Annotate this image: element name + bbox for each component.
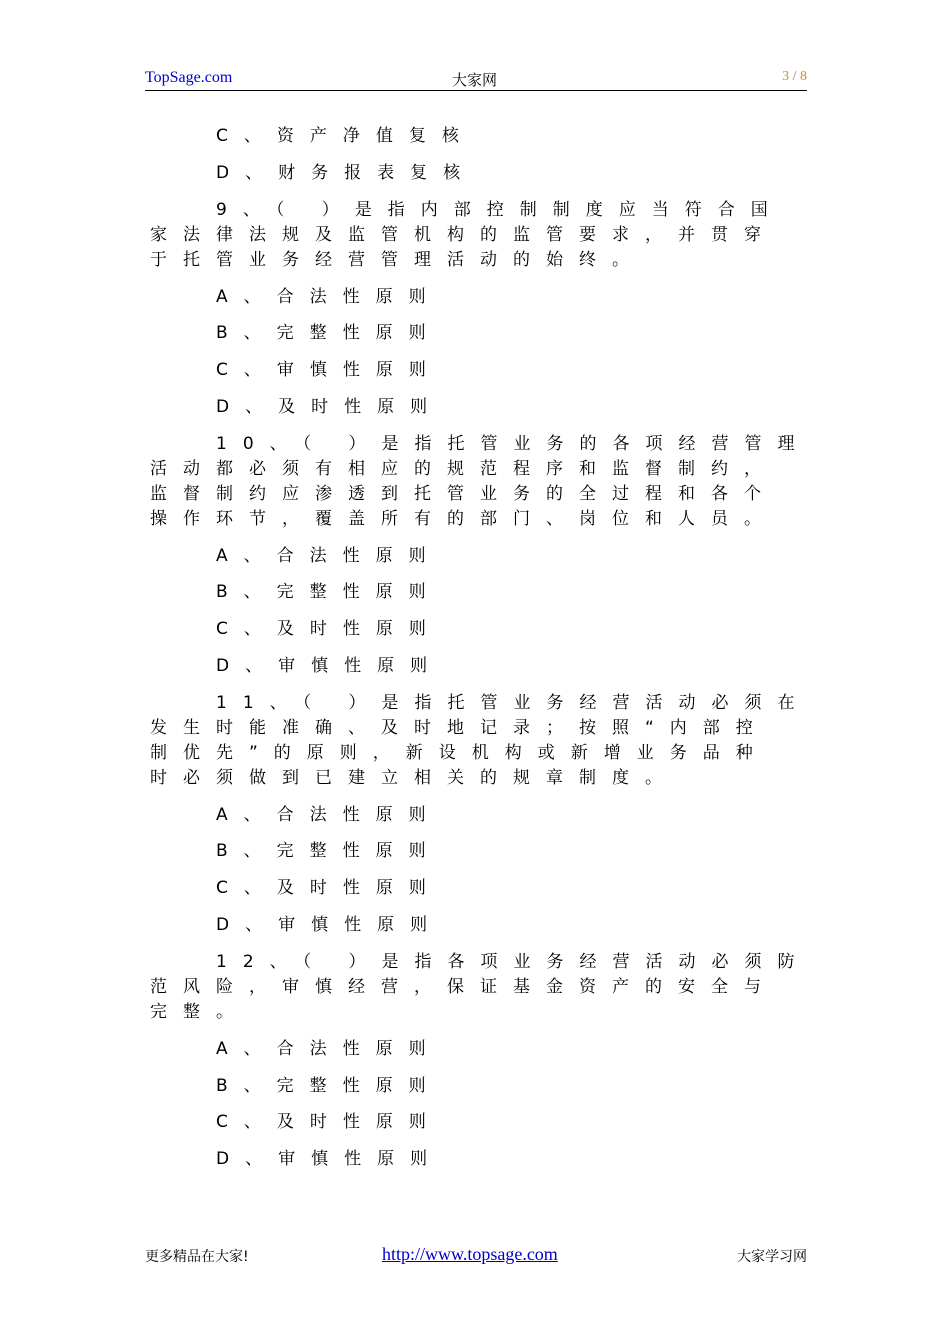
q11-line-1: 11、（ ）是指托管业务经营活动必须在 bbox=[216, 693, 811, 713]
q12-line-2: 范风险，审慎经营，保证基金资产的安全与 bbox=[150, 977, 777, 997]
footer-link[interactable]: http://www.topsage.com bbox=[382, 1244, 558, 1264]
page-separator: / bbox=[789, 69, 800, 84]
q9-option-d: D、及时性原则 bbox=[216, 397, 444, 417]
q12-option-b: B、完整性原则 bbox=[216, 1076, 442, 1096]
q10-line-4: 操作环节，覆盖所有的部门、岗位和人员。 bbox=[150, 509, 777, 529]
q11-option-a: A、合法性原则 bbox=[216, 805, 442, 825]
q10-option-c: C、及时性原则 bbox=[216, 619, 442, 639]
q12-option-d: D、审慎性原则 bbox=[216, 1149, 444, 1169]
q10-line-2: 活动都必须有相应的规范程序和监督制约， bbox=[150, 459, 777, 479]
footer-site-name: 大家学习网 bbox=[737, 1249, 807, 1265]
q12-line-1: 12、（ ）是指各项业务经营活动必须防 bbox=[216, 952, 811, 972]
page-current: 3 bbox=[782, 69, 790, 84]
q11-line-2: 发生时能准确、及时地记录；按照“内部控 bbox=[150, 718, 769, 738]
q11-option-c: C、及时性原则 bbox=[216, 878, 442, 898]
page-total: 8 bbox=[800, 69, 807, 84]
q11-line-4: 时必须做到已建立相关的规章制度。 bbox=[150, 768, 678, 788]
q9-line-3: 于托管业务经营管理活动的始终。 bbox=[150, 250, 645, 270]
site-name[interactable]: TopSage.com bbox=[145, 69, 233, 86]
footer-slogan: 更多精品在大家! bbox=[145, 1249, 249, 1265]
q8-option-d: D、财务报表复核 bbox=[216, 163, 477, 183]
q9-line-1: 9、（ ）是指内部控制制度应当符合国 bbox=[216, 200, 784, 220]
q8-option-c: C、资产净值复核 bbox=[216, 126, 475, 146]
q10-option-a: A、合法性原则 bbox=[216, 546, 442, 566]
q9-option-c: C、审慎性原则 bbox=[216, 360, 442, 380]
page-header bbox=[145, 68, 807, 91]
q9-option-b: B、完整性原则 bbox=[216, 323, 442, 343]
q12-line-3: 完整。 bbox=[150, 1002, 249, 1022]
q11-line-3: 制优先”的原则，新设机构或新增业务品种 bbox=[150, 743, 769, 763]
q9-option-a: A、合法性原则 bbox=[216, 287, 442, 307]
page-number bbox=[782, 69, 807, 85]
q10-option-d: D、审慎性原则 bbox=[216, 656, 444, 676]
header-center-title: 大家网 bbox=[452, 71, 498, 89]
q12-option-c: C、及时性原则 bbox=[216, 1112, 442, 1132]
q11-option-d: D、审慎性原则 bbox=[216, 915, 444, 935]
q11-option-b: B、完整性原则 bbox=[216, 841, 442, 861]
q10-line-1: 10、（ ）是指托管业务的各项经营管理 bbox=[216, 434, 811, 454]
page-footer bbox=[145, 1244, 807, 1266]
q10-line-3: 监督制约应渗透到托管业务的全过程和各个 bbox=[150, 484, 777, 504]
q10-option-b: B、完整性原则 bbox=[216, 582, 442, 602]
q12-option-a: A、合法性原则 bbox=[216, 1039, 442, 1059]
q9-line-2: 家法律法规及监管机构的监管要求，并贯穿 bbox=[150, 225, 777, 245]
